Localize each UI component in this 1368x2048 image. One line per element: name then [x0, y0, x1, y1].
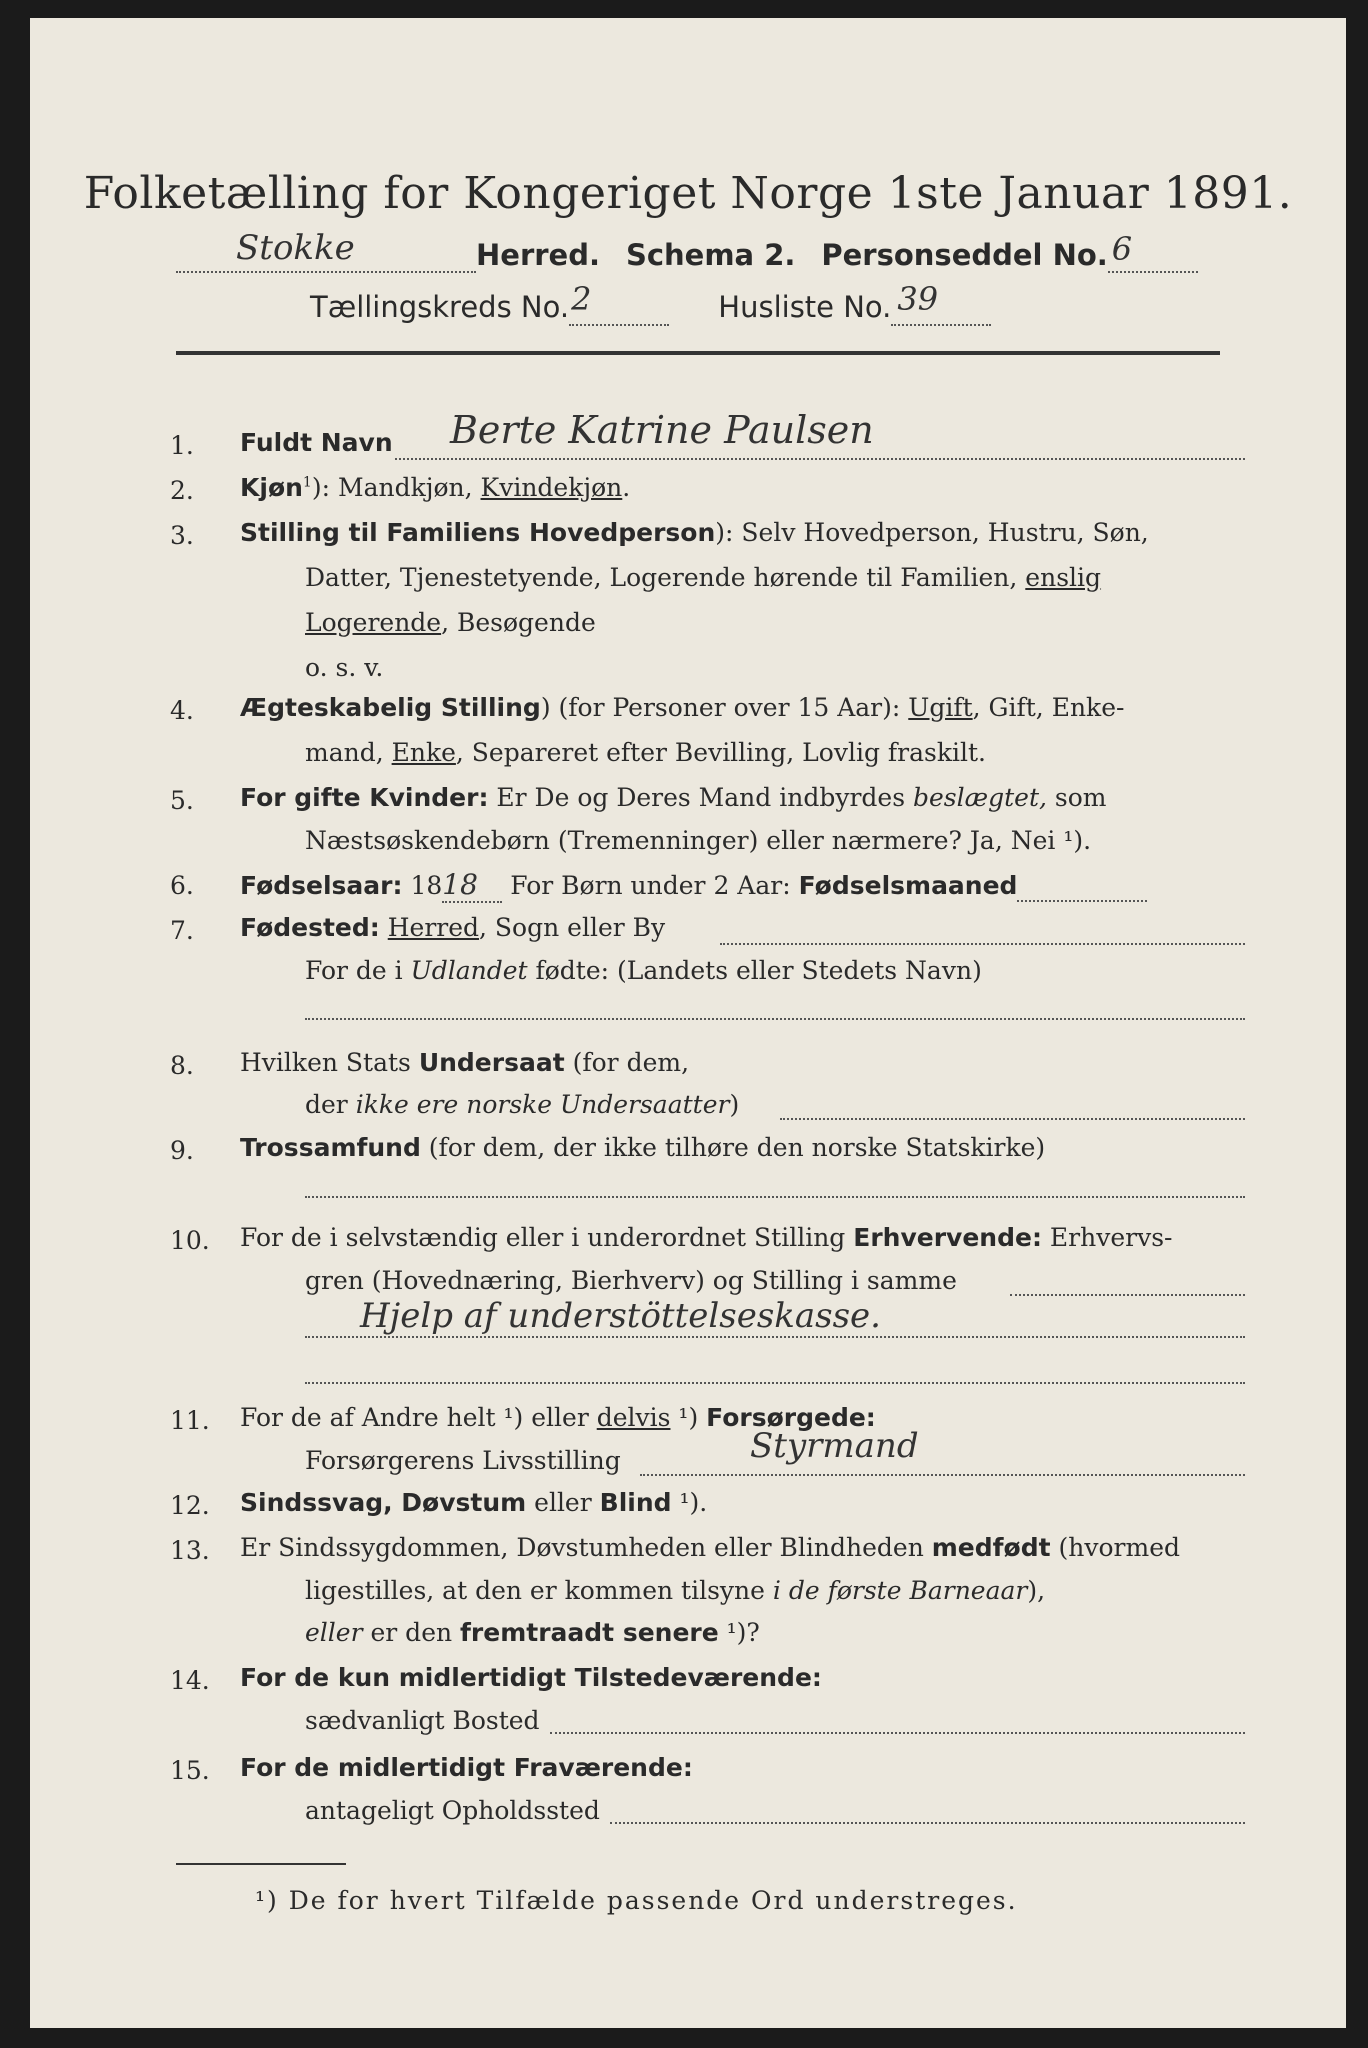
item-birth-year: Fødselsaar: 1818 For Børn under 2 Aar: Fødselsmaaned: [240, 868, 1147, 903]
item-number: 1.: [170, 431, 194, 460]
herred-value: Stokke: [236, 228, 355, 268]
item-dependents: For de af Andre helt ¹) eller delvis ¹) Forsørgede:: [240, 1403, 876, 1432]
item-birthplace: Fødested: Herred, Sogn eller By: [240, 913, 666, 942]
husliste-label: Husliste No.: [718, 290, 892, 324]
item-citizenship: Hvilken Stats Undersaat (for dem,: [240, 1048, 690, 1077]
birth-year-value: 18: [442, 868, 502, 903]
item-number: 2.: [170, 476, 194, 505]
footnote: ¹) De for hvert Tilfælde passende Ord understreges.: [255, 1886, 1018, 1915]
item-number: 7.: [170, 916, 194, 945]
husliste-value: 39: [897, 280, 939, 318]
occupation-value: Hjelp af understöttelseskasse.: [360, 1296, 881, 1336]
item-number: 15.: [170, 1756, 210, 1785]
footnote-rule: [176, 1863, 346, 1865]
item-number: 12.: [170, 1491, 210, 1520]
item-disability: Sindssvag, Døvstum eller Blind ¹).: [240, 1488, 708, 1517]
full-name-value: Berte Katrine Paulsen: [450, 408, 874, 452]
krets-label: Tællingskreds No.: [310, 290, 570, 324]
item-number: 5.: [170, 786, 194, 815]
item-religion: Trossamfund (for dem, der ikke tilhøre den norske Statskirke): [240, 1133, 1046, 1162]
header-rule: [176, 351, 1220, 355]
item-sex: Kjøn$^1$): Mandkjøn, Kvindekjøn.: [240, 473, 631, 502]
personseddel-value: 6: [1111, 230, 1133, 268]
krets-value: 2: [571, 280, 592, 318]
item-number: 13.: [170, 1536, 210, 1565]
herred-line: [176, 228, 1198, 273]
item-number: 14.: [170, 1666, 210, 1695]
item-number: 8.: [170, 1051, 194, 1080]
item-married-women: For gifte Kvinder: Er De og Deres Mand indbyrdes beslægtet, som: [240, 783, 1107, 812]
item-temporary-absent: For de midlertidigt Fraværende:: [240, 1753, 693, 1782]
item-occupation: For de i selvstændig eller i underordnet Stilling Erhvervende: Erhvervs-: [240, 1223, 1173, 1252]
item-temporary-present: For de kun midlertidigt Tilstedeværende:: [240, 1663, 822, 1692]
item-number: 10.: [170, 1226, 210, 1255]
item-marital-status: Ægteskabelig Stilling) (for Personer over 15 Aar): Ugift, Gift, Enke-: [240, 693, 1125, 722]
census-form: Folketælling for Kongeriget Norge 1ste Januar 1891. Stokke Herred. Schema 2. Personseddel No. 6 Tællingskreds No. 2 Husliste No. 39 1. Fuldt Navn Berte Katrine Paulsen 2. Kjøn$^1$): Mandkjøn, Kvindekjøn. 3. Stilling til Familiens Hovedperson): Selv Hovedperson, Hustru, Søn, Datter, Tjenestetyende, Logerende hørende til Familien, enslig Logerende, Besøgende o. s. v. 4. Ægteskabelig Stilling) (for Personer over 15 Aar): Ugift, Gift, Enke- mand, Enke, Separeret efter Bevilling, Lovlig fraskilt. 5. For gifte Kvinder: Er De og Deres Mand indbyrdes beslægtet, som Næstsøskendebørn (Tremenninger) eller nærmere? Ja, Nei ¹). 6. Fødselsaar: 1818 For Børn under 2 Aar: Fødselsmaaned 7. Fødested: Herred, Sogn eller By For de i Udlandet fødte: (Landets eller Stedets Navn) 8. Hvilken Stats Undersaat (for dem, der ikke ere norske Undersaatter) 9. Trossamfund (for dem, der ikke tilhøre den norske Statskirke) 10. For de i selvstændig eller i underordnet Stilling Erhvervende: Erhvervs- gren (Hovednæring, Bierhverv) og Stilling i samme Hjelp af understöttelseskasse. 11. For de af Andre helt ¹) eller delvis ¹) Forsørgede: Forsørgerens Livsstilling Styrmand 12. Sindssvag, Døvstum eller Blind ¹). 13. Er Sindssygdommen, Døvstumheden eller Blindheden medfødt (hvormed ligestilles, at den er kommen tilsyne i de første Barneaar), eller er den fremtraadt senere ¹)? 14. For de kun midlertidigt Tilstedeværende: sædvanligt Bosted 15. For de midlertidigt Fraværende: antageligt Opholdssted ¹) De for hvert Tilfælde passende Ord understreges.: [30, 18, 1346, 2028]
herred-label: Herred.: [476, 238, 600, 272]
item-number: 4.: [170, 696, 194, 725]
item-family-position: Stilling til Familiens Hovedperson): Selv Hovedperson, Hustru, Søn,: [240, 518, 1149, 547]
item-full-name: Fuldt Navn: [240, 428, 393, 457]
provider-occupation-value: Styrmand: [750, 1426, 919, 1466]
item-number: 6.: [170, 871, 194, 900]
form-title: Folketælling for Kongeriget Norge 1ste Januar 1891.: [83, 168, 1293, 219]
schema-label: Schema 2.: [625, 238, 796, 272]
krets-line: [310, 280, 991, 326]
item-number: 3.: [170, 521, 194, 550]
item-congenital: Er Sindssygdommen, Døvstumheden eller Blindheden medfødt (hvormed: [240, 1533, 1180, 1562]
item-number: 11.: [170, 1406, 210, 1435]
item-number: 9.: [170, 1136, 194, 1165]
personseddel-label: Personseddel No.: [821, 238, 1108, 272]
